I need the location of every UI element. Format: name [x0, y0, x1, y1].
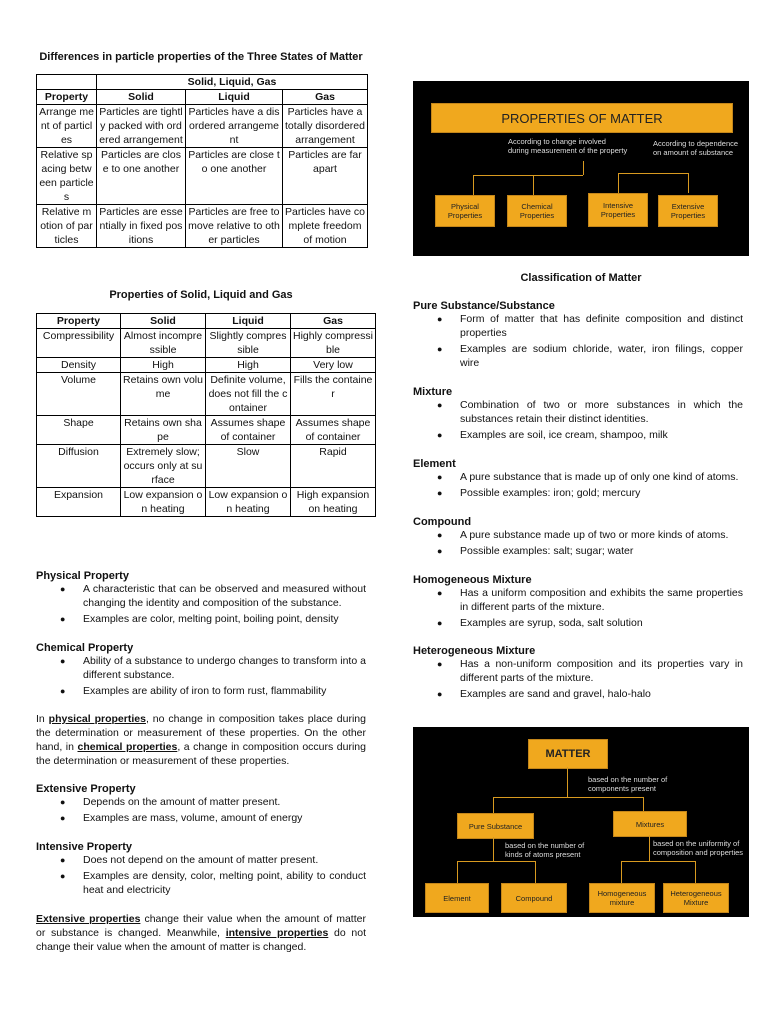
- compound-section: [413, 516, 743, 560]
- bullet-icon: ●: [437, 488, 443, 498]
- diagram-box: Pure Substance: [457, 813, 534, 839]
- table-cell: Fills the container: [291, 373, 376, 416]
- diagram-box: Homogeneous mixture: [589, 883, 655, 913]
- list-item: ● Examples are ability of iron to form rust, flammability: [60, 685, 327, 697]
- table-header-cell: Property: [37, 90, 97, 105]
- table-cell: Extremely slow; occurs only at surface: [121, 445, 206, 488]
- table-row: [37, 205, 368, 248]
- bullet-icon: ●: [437, 314, 443, 324]
- table-group-header: Solid, Liquid, Gas: [97, 75, 368, 90]
- table-cell: Very low: [291, 358, 376, 373]
- table-cell: Particles have complete freedom of motion: [283, 205, 368, 248]
- table-cell: Low expansion on heating: [206, 488, 291, 517]
- diagram-box: Compound: [501, 883, 567, 913]
- bullet-icon: ●: [437, 472, 443, 482]
- bullet-icon: ●: [60, 855, 66, 865]
- table-row: [37, 358, 376, 373]
- table-header-cell: Solid: [121, 314, 206, 329]
- table-cell: High expansion on heating: [291, 488, 376, 517]
- bullet-icon: ●: [437, 546, 443, 556]
- particle-properties-table: [36, 74, 368, 248]
- table-cell: Rapid: [291, 445, 376, 488]
- table-header-cell: Solid: [97, 90, 186, 105]
- table-cell: Particles are free to move relative to other particles: [186, 205, 283, 248]
- table-cell: Particles are close to one another: [186, 148, 283, 205]
- list-item: ● A pure substance made up of two or more kinds of atoms.: [437, 529, 729, 541]
- list-item: ● Possible examples: iron; gold; mercury: [437, 487, 641, 499]
- table-cell: Almost incompressible: [121, 329, 206, 358]
- section-heading: Intensive Property: [36, 841, 132, 853]
- table1-title: Differences in particle properties of the Three States of Matter: [39, 51, 363, 63]
- physical-property-section: [36, 570, 366, 628]
- bullet-icon: ●: [60, 686, 66, 696]
- diagram-box: Intensive Properties: [588, 193, 648, 227]
- table-cell: Diffusion: [37, 445, 121, 488]
- diagram-note: based on the number of components present: [588, 775, 668, 793]
- classification-title: Classification of Matter: [520, 272, 642, 284]
- extensive-vs-intensive-paragraph: Extensive properties change their value when the amount of matter or substance is changed. Meanwhile, intensive properties do not change their value when the amount of matter is changed.: [36, 913, 367, 953]
- list-item: ● Possible examples: salt; sugar; water: [437, 545, 634, 557]
- diagram-box: Physical Properties: [435, 195, 495, 227]
- table-cell: Density: [37, 358, 121, 373]
- table-cell: Volume: [37, 373, 121, 416]
- list-item: ● A characteristic that can be observed and measured without changing the identity and composition of the substance.: [60, 583, 366, 609]
- section-heading: Chemical Property: [36, 642, 134, 654]
- table-cell: Slightly compressible: [206, 329, 291, 358]
- list-item: ● Examples are sand and gravel, halo-halo: [437, 688, 651, 700]
- list-item: ● Examples are color, melting point, boiling point, density: [60, 613, 339, 625]
- chemical-property-section: [36, 642, 366, 700]
- table-cell: High: [206, 358, 291, 373]
- table-cell: Particles are essentially in fixed positions: [97, 205, 186, 248]
- bullet-icon: ●: [437, 344, 443, 354]
- bullet-icon: ●: [437, 618, 443, 628]
- list-item: ● Examples are soil, ice cream, shampoo, milk: [437, 429, 668, 441]
- list-item: ● Form of matter that has definite composition and distinct properties: [437, 313, 743, 339]
- intensive-property-section: [36, 841, 366, 899]
- table-row: [37, 105, 368, 148]
- section-heading: Element: [413, 458, 456, 470]
- bullet-icon: ●: [437, 400, 443, 410]
- list-item: ● Examples are density, color, melting point, ability to conduct heat and electricity: [60, 870, 366, 896]
- table-cell: Particles have a totally disordered arrangement: [283, 105, 368, 148]
- table-cell: Relative spacing between particles: [37, 148, 97, 205]
- list-item: ● Examples are sodium chloride, water, iron filings, copper wire: [437, 343, 743, 369]
- diagram-note: based on the number of kinds of atoms present: [505, 841, 585, 859]
- table-cell: Shape: [37, 416, 121, 445]
- table-cell: Particles have a disordered arrangement: [186, 105, 283, 148]
- bullet-icon: ●: [437, 689, 443, 699]
- list-item: ● Has a uniform composition and exhibits the same properties in different parts of the mixture.: [437, 587, 743, 613]
- bullet-icon: ●: [437, 530, 443, 540]
- table-row: [37, 329, 376, 358]
- table-cell: Particles are close to one another: [97, 148, 186, 205]
- list-item: ● Has a non-uniform composition and its properties vary in different parts of the mixture.: [437, 658, 743, 684]
- table-cell: Expansion: [37, 488, 121, 517]
- bullet-icon: ●: [60, 584, 66, 594]
- list-item: ● Does not depend on the amount of matter present.: [60, 854, 319, 866]
- list-item: ● Examples are syrup, soda, salt solution: [437, 617, 643, 629]
- table-cell: Arrange ment of particles: [37, 105, 97, 148]
- section-heading: Homogeneous Mixture: [413, 574, 532, 586]
- section-heading: Compound: [413, 516, 472, 528]
- bullet-icon: ●: [437, 430, 443, 440]
- bullet-icon: ●: [60, 614, 66, 624]
- table-cell: Particles are tightly packed with ordered arrangement: [97, 105, 186, 148]
- table-row: [37, 488, 376, 517]
- diagram-note: According to change involved during measurement of the property: [508, 137, 628, 155]
- classification-of-matter-diagram: [413, 727, 749, 917]
- bullet-icon: ●: [60, 797, 66, 807]
- table-cell: Low expansion on heating: [121, 488, 206, 517]
- pure-substance-section: [413, 300, 743, 372]
- properties-of-matter-diagram: [413, 81, 749, 256]
- bullet-icon: ●: [437, 659, 443, 669]
- table-header-cell: Gas: [283, 90, 368, 105]
- table2-title: Properties of Solid, Liquid and Gas: [109, 289, 293, 301]
- extensive-property-section: [36, 783, 366, 827]
- diagram-box: Heterogeneous Mixture: [663, 883, 729, 913]
- diagram-top-box: MATTER: [528, 739, 608, 769]
- section-heading: Mixture: [413, 386, 453, 398]
- diagram-note: According to dependence on amount of substance: [653, 139, 739, 157]
- table-cell: Retains own volume: [121, 373, 206, 416]
- list-item: ● Examples are mass, volume, amount of energy: [60, 812, 303, 824]
- table-row: [37, 445, 376, 488]
- bullet-icon: ●: [60, 871, 66, 881]
- table-header-cell: Liquid: [206, 314, 291, 329]
- table-cell: Highly compressible: [291, 329, 376, 358]
- table-header-cell: Liquid: [186, 90, 283, 105]
- section-heading: Extensive Property: [36, 783, 136, 795]
- section-heading: Physical Property: [36, 570, 129, 582]
- list-item: ● Combination of two or more substances in which the substances retain their distinct identities.: [437, 399, 743, 425]
- list-item: ● A pure substance that is made up of only one kind of atoms.: [437, 471, 739, 483]
- table-cell: Assumes shape of container: [206, 416, 291, 445]
- table-header-cell: Property: [37, 314, 121, 329]
- diagram-title-box: PROPERTIES OF MATTER: [431, 103, 733, 133]
- heterogeneous-mixture-section: [413, 645, 743, 703]
- table-cell: Slow: [206, 445, 291, 488]
- table-row: [37, 148, 368, 205]
- table-cell: Definite volume, does not fill the container: [206, 373, 291, 416]
- list-item: ● Ability of a substance to undergo changes to transform into a different substance.: [60, 655, 366, 681]
- diagram-box: Element: [425, 883, 489, 913]
- homogeneous-mixture-section: [413, 574, 743, 632]
- section-heading: Heterogeneous Mixture: [413, 645, 536, 657]
- table-cell: Relative motion of particles: [37, 205, 97, 248]
- diagram-box: Chemical Properties: [507, 195, 567, 227]
- states-properties-table: [36, 313, 376, 517]
- table-row: [37, 416, 376, 445]
- table-cell: Retains own shape: [121, 416, 206, 445]
- physical-vs-chemical-paragraph: In physical properties, no change in composition takes place during the determination or measurement of these properties. On the other hand, in chemical properties, a change in composition occurs during the determination or measurement of these properties.: [36, 713, 366, 767]
- bullet-icon: ●: [60, 813, 66, 823]
- table-header-cell: [37, 75, 97, 90]
- diagram-box: Extensive Properties: [658, 195, 718, 227]
- diagram-note: based on the uniformity of composition and properties: [653, 839, 744, 857]
- table-cell: Particles are far apart: [283, 148, 368, 205]
- list-item: ● Depends on the amount of matter present.: [60, 796, 281, 808]
- table-cell: Assumes shape of container: [291, 416, 376, 445]
- mixture-section: [413, 386, 743, 444]
- section-heading: Pure Substance/Substance: [413, 300, 555, 312]
- bullet-icon: ●: [437, 588, 443, 598]
- element-section: [413, 458, 743, 502]
- bullet-icon: ●: [60, 656, 66, 666]
- diagram-box: Mixtures: [613, 811, 687, 837]
- table-header-cell: Gas: [291, 314, 376, 329]
- table-cell: Compressibility: [37, 329, 121, 358]
- table-cell: High: [121, 358, 206, 373]
- table-row: [37, 373, 376, 416]
